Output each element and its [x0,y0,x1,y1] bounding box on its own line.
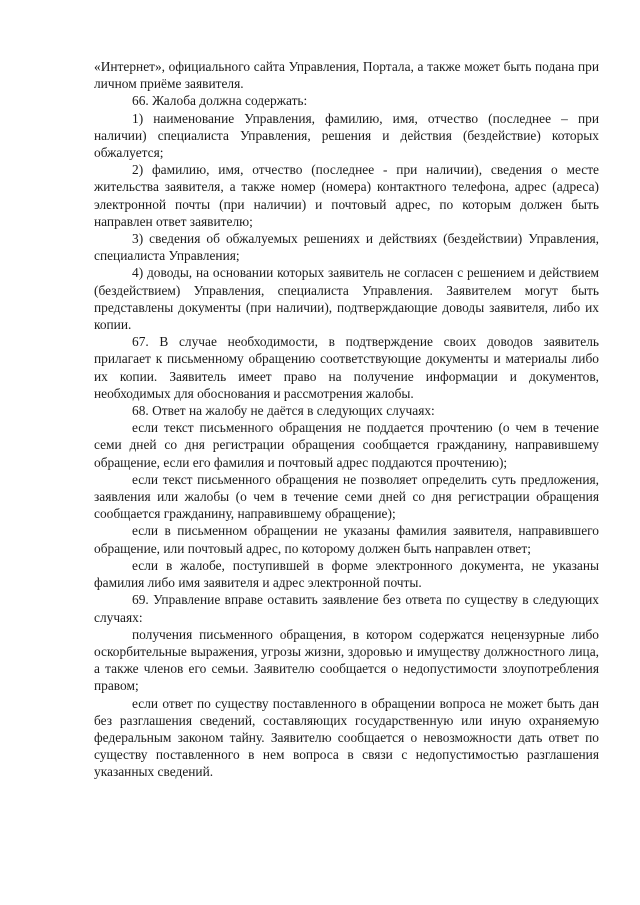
paragraph-68-case-4: если в жалобе, поступившей в форме электронного документа, не указаны фамилия либо имя заявителя и адрес электронной почты. [94,557,599,591]
paragraph-69-case-1: получения письменного обращения, в котором содержатся нецензурные либо оскорбительные выражения, угрозы жизни, здоровью и имуществу должностного лица, а также членов его семьи. Заявителю сообщается о недопустимости злоупотребления правом; [94,626,599,694]
paragraph-66-item-2: 2) фамилию, имя, отчество (последнее - при наличии), сведения о месте жительства заявителя, а также номер (номера) контактного телефона, адрес (адреса) электронной почты (при наличии) и почтовый адрес, по которым должен быть направлен ответ заявителю; [94,162,599,229]
paragraph-66-item-3: 3) сведения об обжалуемых решениях и действиях (бездействии) Управления, специалиста Управления; [94,231,599,264]
paragraph-69-heading: 69. Управление вправе оставить заявление без ответа по существу в следующих случаях: [94,592,599,625]
document-body [94,58,599,781]
paragraph-68-heading: 68. Ответ на жалобу не даётся в следующих случаях: [132,403,435,419]
paragraph-68-case-1: если текст письменного обращения не поддается прочтению (о чем в течение семи дней со дня регистрации обращения сообщается гражданину, направившему обращение, если его фамилия и почтовый адрес поддаются прочтению); [94,420,599,470]
paragraph-68-case-2: если текст письменного обращения не позволяет определить суть предложения, заявления или жалобы (о чем в течение семи дней со дня регистрации обращения сообщается гражданину, направившему обращение); [94,471,599,522]
paragraph-69-case-2: если ответ по существу поставленного в обращении вопроса не может быть дан без разглашения сведений, составляющих государственную или иную охраняемую федеральным законом тайну. Заявителю сообщается о невозможности дать ответ по существу поставленного в нем вопроса в связи с недопустимостью разглашения указанных сведений. [94,695,599,780]
paragraph-68-case-3: если в письменном обращении не указаны фамилия заявителя, направившего обращение, или почтовый адрес, по которому должен быть направлен ответ; [94,523,599,556]
paragraph-66-item-4: 4) доводы, на основании которых заявитель не согласен с решением и действием (бездействием) Управления, специалиста Управления. Заявителем могут быть представлены документы (при наличии), подтверждающие доводы заявителя, либо их копии. [94,265,599,333]
paragraph-continuation: «Интернет», официального сайта Управления, Портала, а также может быть подана при личном приёме заявителя. [94,59,599,92]
paragraph-66-item-1: 1) наименование Управления, фамилию, имя, отчество (последнее – при наличии) специалиста Управления, решения и действия (бездействие) которых обжалуется; [94,110,599,161]
paragraph-66-heading: 66. Жалоба должна содержать: [132,93,308,109]
paragraph-67: 67. В случае необходимости, в подтверждение своих доводов заявитель прилагает к письменному обращению соответствующие документы и материалы либо их копии. Заявитель имеет право на получение информации и документов, необходимых для обоснования и рассмотрения жалобы. [94,334,599,401]
